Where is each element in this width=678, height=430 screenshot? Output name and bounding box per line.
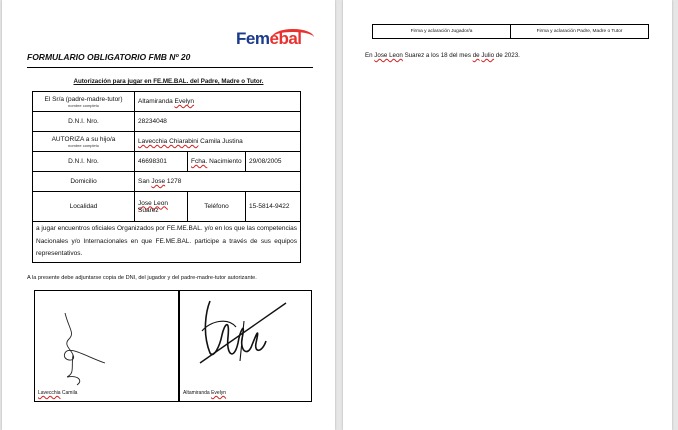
logo-text-fem: Fem (236, 29, 270, 48)
parent-name-hint: nombre completo (68, 102, 99, 108)
logo-text-e: e (269, 29, 279, 48)
birth-label-fcha: Fcha. (191, 158, 208, 165)
authorization-paragraph: a jugar encuentros oficiales Organizados por FE.ME.BAL. y/o en los que las competencias Nacionales y/o Internacionales en que FE.ME.BAL. participe a través de sus equipos representativos. (33, 222, 301, 263)
parent-label-cell (33, 92, 135, 112)
date-year: de 2023. (494, 52, 520, 59)
form-subtitle: Autorización para jugar en FE.ME.BAL. del Padre, Madre o Tutor. (73, 78, 264, 85)
parent-signature-caption (183, 390, 226, 396)
authorizes-label: AUTORIZA a su hijo/a (51, 135, 116, 143)
player-signature-caption (38, 390, 77, 396)
child-dni-label: D.N.I. Nro. (33, 152, 135, 172)
attachment-note: A la presente debe adjuntarse copia de DNI, del jugador y del padre-madre-tutor autorizante. (27, 275, 257, 281)
parent-first-name: Altamiranda (138, 98, 175, 105)
parent-dni-label: D.N.I. Nro. (33, 112, 135, 132)
document-page-1 (2, 0, 335, 430)
parent-name-cell[interactable] (135, 92, 301, 112)
date-de: de (472, 52, 480, 59)
phone-label: Teléfono (188, 192, 246, 222)
date-line (365, 52, 520, 59)
date-day: Suarez a los 18 del mes (402, 52, 473, 59)
parent-caption-first: Evelyn (211, 390, 227, 396)
parent-label: El Sr/a (padre-madre-tutor) (44, 95, 123, 103)
femebal-logo (236, 29, 314, 49)
child-last-name: Lavecchia Chiarabini (138, 138, 199, 145)
city-value-a: Jose Leon (138, 199, 168, 207)
player-signature-drawing (35, 291, 178, 401)
player-caption-last: Lavecchia (38, 390, 61, 396)
date-city: Jose Leon (374, 52, 403, 59)
player-signature-box (34, 290, 179, 402)
address-value[interactable] (135, 172, 301, 192)
parent-signature-header: Firma y aclaración Padre, Madre o Tutor (511, 25, 649, 39)
city-label: Localidad (33, 192, 135, 222)
authorizes-label-cell (33, 132, 135, 152)
document-page-2 (343, 0, 672, 430)
child-name-hint: nombre completo (68, 142, 99, 148)
birth-label-nacimiento: Nacimiento (207, 158, 242, 165)
child-dni-value[interactable]: 46698301 (135, 152, 188, 172)
child-name-cell[interactable] (135, 132, 301, 152)
parent-caption-last: Altamiranda (183, 390, 212, 396)
parent-signature-drawing (180, 291, 311, 401)
player-caption-first: Camila (60, 390, 78, 396)
logo-text-bal: bal (278, 29, 302, 48)
city-value[interactable] (135, 192, 188, 222)
parent-last-name: Evelyn (174, 98, 195, 105)
title-rule (27, 67, 313, 68)
signature-caption-table (372, 24, 649, 39)
birth-date-label (188, 152, 246, 172)
phone-value[interactable]: 15-5814-9422 (246, 192, 301, 222)
address-label: Domicilio (33, 172, 135, 192)
address-number: 1278 (165, 178, 182, 185)
parent-dni-value[interactable]: 28234048 (135, 112, 301, 132)
date-month: Julio (481, 52, 495, 59)
address-street-a: San (138, 178, 152, 185)
date-en: En (365, 52, 375, 59)
form-title: FORMULARIO OBLIGATORIO FMB Nº 20 (27, 52, 191, 62)
child-first-name: Camila Justina (198, 138, 243, 145)
parent-signature-box (179, 290, 312, 402)
birth-date-value[interactable]: 29/08/2005 (246, 152, 301, 172)
authorization-form-table (32, 91, 301, 263)
address-street-b: Jose (151, 178, 166, 185)
city-value-b: Suarez (138, 206, 159, 214)
player-signature-header: Firma y aclaración Jugador/a (373, 25, 511, 39)
